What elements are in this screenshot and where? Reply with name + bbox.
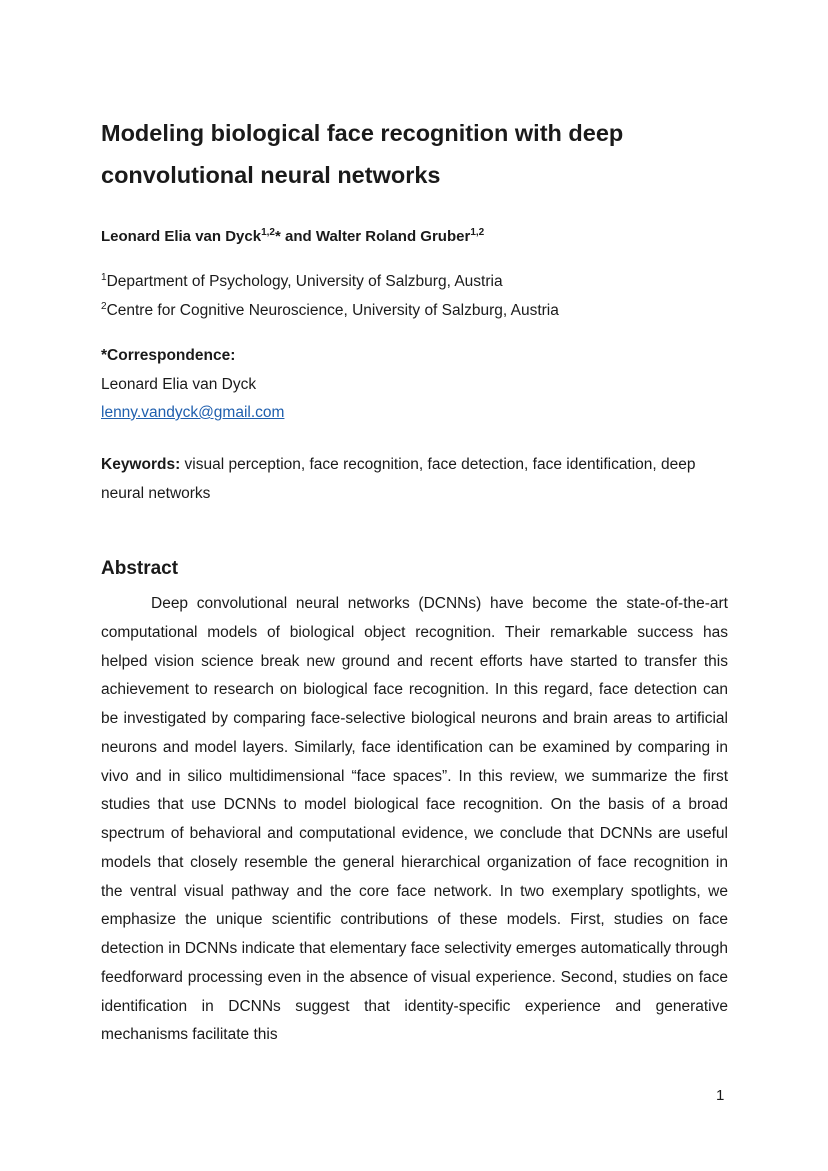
author-1-name: Leonard Elia van Dyck <box>101 228 262 245</box>
author-2-name: Walter Roland Gruber <box>315 228 471 245</box>
keywords-paragraph <box>101 450 728 508</box>
author-1-affiliation-sup: 1,2 <box>261 227 275 238</box>
keywords-label: Keywords: <box>101 456 181 473</box>
paper-title: Modeling biological face recognition with deep convolutional neural networks <box>101 120 624 188</box>
affiliation-2-number: 2 <box>101 301 107 312</box>
affiliation-2 <box>101 302 559 320</box>
correspondence-email-link[interactable]: lenny.vandyck@gmail.com <box>101 404 285 421</box>
correspondence-heading: *Correspondence: <box>101 347 236 364</box>
page-number: 1 <box>716 1087 725 1104</box>
keywords-text: visual perception, face recognition, face detection, face identification, deep neural networks <box>101 456 696 502</box>
corresponding-author-mark: * <box>274 228 281 245</box>
affiliation-1-text: Department of Psychology, University of Salzburg, Austria <box>106 273 503 290</box>
author-line <box>101 228 484 245</box>
correspondence-name: Leonard Elia van Dyck <box>101 376 257 393</box>
affiliation-2-text: Centre for Cognitive Neuroscience, University of Salzburg, Austria <box>106 302 559 319</box>
abstract-heading: Abstract <box>101 558 179 579</box>
abstract-text: Deep convolutional neural networks (DCNNs) have become the state-of-the-art computational models of biological object recognition. Their remarkable success has helped vision science break new ground and recent efforts have started to transfer this achievement to research on biological face recognition. In this regard, face detection can be investigated by comparing face-selective biological neurons and brain areas to artificial neurons and model layers. Similarly, face identification can be examined by comparing in vivo and in silico multidimensional “face spaces”. In this review, we summarize the first studies that use DCNNs to model biological face recognition. On the basis of a broad spectrum of behavioral and computational evidence, we conclude that DCNNs are useful models that closely resemble the general hierarchical organization of face recognition in the ventral visual pathway and the core face network. In two exemplary spotlights, we emphasize the unique scientific contributions of these models. First, studies on face detection in DCNNs indicate that elementary face selectivity emerges automatically through feedforward processing even in the absence of visual experience. Second, studies on face identification in DCNNs suggest that identity-specific experience and generative mechanisms facilitate this <box>101 595 728 1044</box>
affiliation-1 <box>101 273 503 291</box>
affiliation-1-number: 1 <box>101 272 107 283</box>
author-connector: and <box>280 228 316 245</box>
author-2-affiliation-sup: 1,2 <box>470 227 485 238</box>
